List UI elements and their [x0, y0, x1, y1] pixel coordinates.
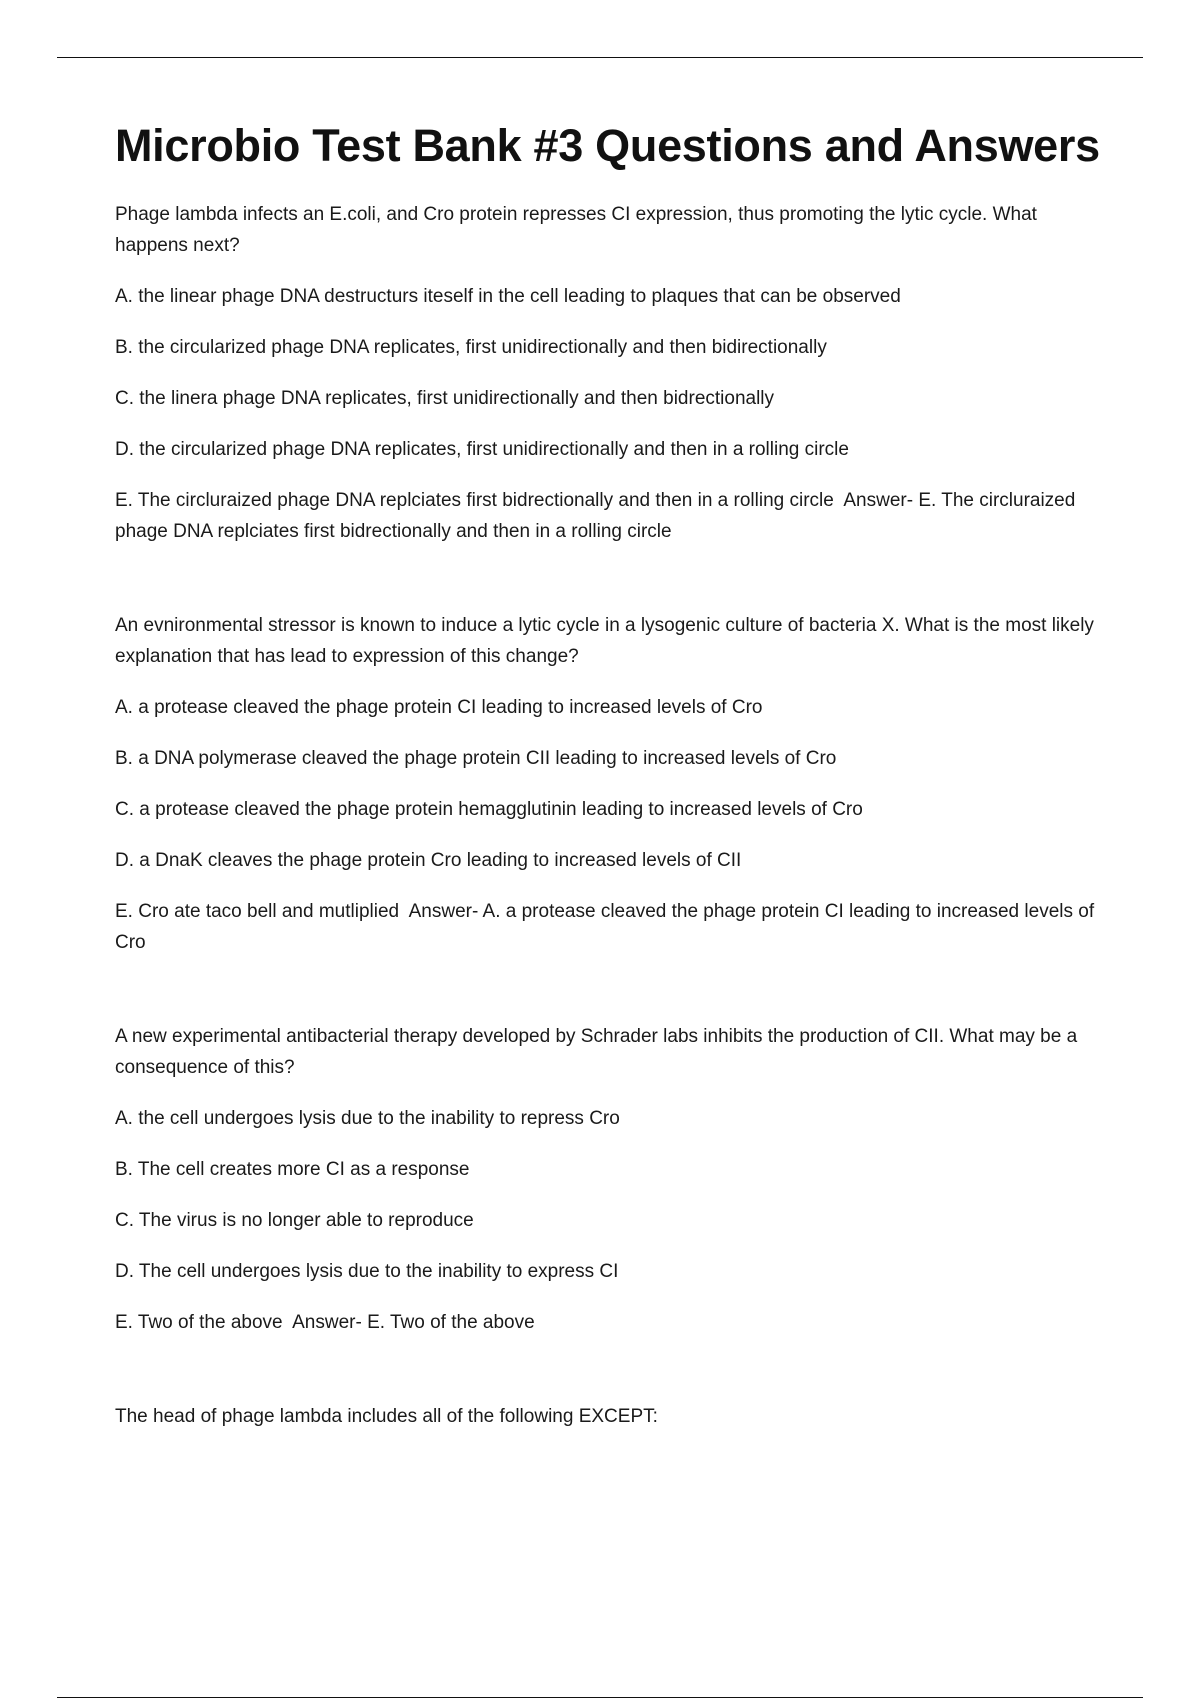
- answer-option: B. The cell creates more CI as a response: [115, 1159, 470, 1180]
- answer-option-text: E. Cro ate taco bell and mutliplied: [115, 901, 400, 922]
- answer-option: A. the linear phage DNA destructurs iteself in the cell leading to plaques that can be observed: [115, 286, 901, 307]
- answer-option: C. The virus is no longer able to reproduce: [115, 1210, 474, 1231]
- top-rule: [57, 57, 1143, 58]
- answer-key: Answer- A. a protease cleaved the phage protein CI leading to increased levels of Cro: [115, 901, 1095, 953]
- answer-option: D. the circularized phage DNA replicates, first unidirectionally and then in a rolling circle: [115, 439, 849, 460]
- answer-option: D. The cell undergoes lysis due to the inability to express CI: [115, 1261, 619, 1282]
- answer-key: Answer- E. Two of the above: [292, 1312, 535, 1333]
- answer-option: B. a DNA polymerase cleaved the phage protein CII leading to increased levels of Cro: [115, 748, 837, 769]
- answer-option-with-answer: [115, 1307, 1115, 1338]
- answer-option: C. the linera phage DNA replicates, first unidirectionally and then bidrectionally: [115, 388, 775, 409]
- question-block: [115, 199, 1115, 547]
- answer-key: Answer- E. The circluraized phage DNA replciates first bidrectionally and then in a rolling circle: [115, 490, 1076, 542]
- answer-option: D. a DnaK cleaves the phage protein Cro leading to increased levels of CII: [115, 850, 742, 871]
- answer-option: A. a protease cleaved the phage protein CI leading to increased levels of Cro: [115, 697, 763, 718]
- answer-option-with-answer: [115, 485, 1115, 547]
- document-body: [115, 118, 1115, 1495]
- bottom-rule: [57, 1697, 1143, 1698]
- question-stem: An evnironmental stressor is known to induce a lytic cycle in a lysogenic culture of bacteria X. What is the most likely explanation that has lead to expression of this change?: [115, 615, 1094, 667]
- answer-option: B. the circularized phage DNA replicates, first unidirectionally and then bidirectionally: [115, 337, 827, 358]
- answer-option: C. a protease cleaved the phage protein hemagglutinin leading to increased levels of Cro: [115, 799, 863, 820]
- document-title: Microbio Test Bank #3 Questions and Answers: [115, 120, 1100, 171]
- question-stem: A new experimental antibacterial therapy developed by Schrader labs inhibits the production of CII. What may be a consequence of this?: [115, 1026, 1078, 1078]
- answer-option-text: E. Two of the above: [115, 1312, 283, 1333]
- question-block: [115, 1021, 1115, 1338]
- question-stem: Phage lambda infects an E.coli, and Cro protein represses CI expression, thus promoting the lytic cycle. What happens next?: [115, 204, 1037, 256]
- question-stem: The head of phage lambda includes all of the following EXCEPT:: [115, 1406, 658, 1427]
- answer-option-with-answer: [115, 896, 1115, 958]
- question-block: [115, 610, 1115, 958]
- answer-option: A. the cell undergoes lysis due to the inability to repress Cro: [115, 1108, 620, 1129]
- question-block: [115, 1401, 1115, 1432]
- answer-option-text: E. The circluraized phage DNA replciates first bidrectionally and then in a rolling circle: [115, 490, 834, 511]
